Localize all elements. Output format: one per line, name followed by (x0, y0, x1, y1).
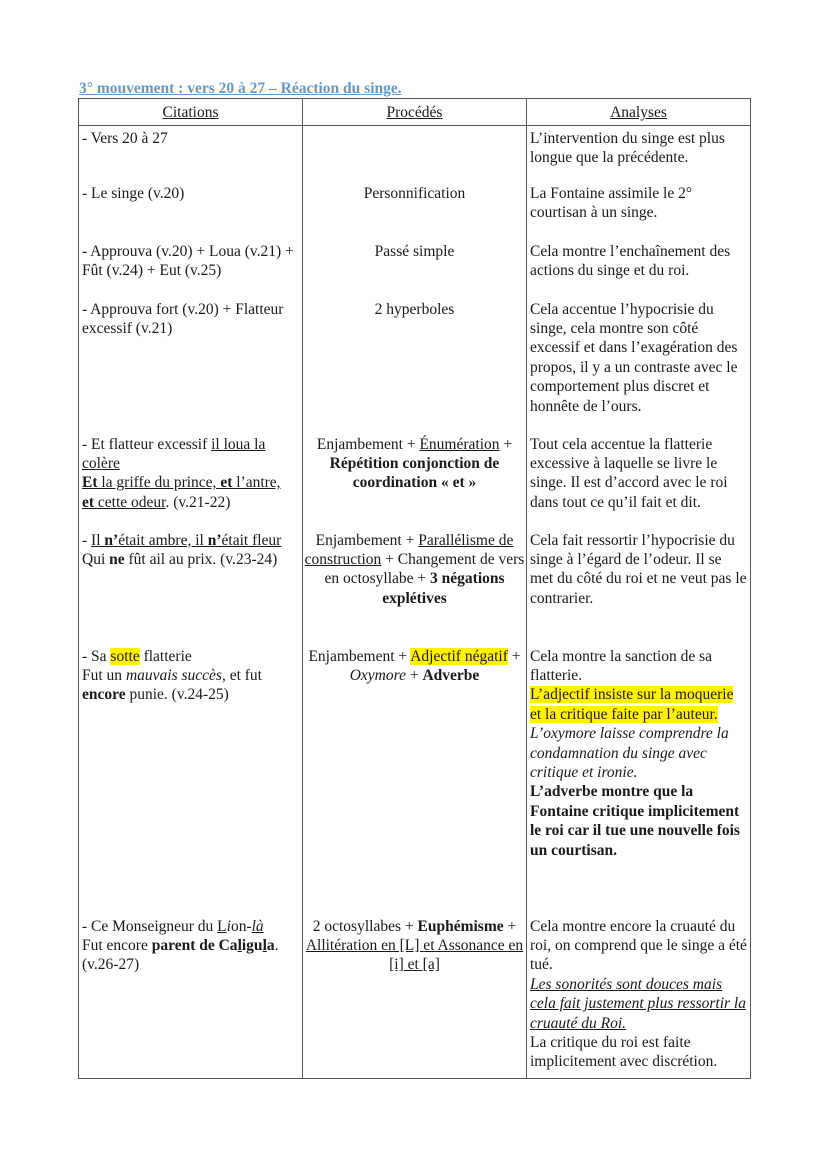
citation-bold: parent de Ca (151, 936, 238, 954)
cell-analyse: Cela montre l’enchaînement des actions du singe et du roi. (527, 242, 751, 300)
citation-bold: a (266, 936, 275, 954)
analyse-text: La critique du roi est faite implicitement avec discrétion. (530, 1033, 718, 1071)
table-row (79, 242, 751, 300)
procede-underlined: Énumération (419, 435, 500, 453)
citation-bold-underlined: l (237, 936, 242, 954)
citation-underlined: l’antre, (232, 474, 281, 492)
citation-bold-underlined: l (262, 936, 267, 954)
citation-bold: igu (241, 936, 263, 954)
cell-procede: Personnification (303, 184, 527, 242)
negation-ne: n’ (104, 531, 119, 549)
citation-text: - Sa (82, 647, 111, 665)
analyse-bold: L’adverbe montre que la Fontaine critique implicitement le roi car il tue une nouvelle fois un courtisan. (530, 783, 740, 859)
table-row (79, 435, 751, 531)
procede-bold: Répétition conjonction de coordination « et » (329, 454, 500, 492)
cell-citation (79, 917, 303, 1079)
citation-underlined: L (217, 917, 227, 935)
citation-underlined: était ambre, il (118, 531, 208, 549)
procede-text: + Changement de vers en octosyllabe + (324, 550, 525, 588)
cell-analyse (527, 917, 751, 1079)
procede-text: 2 octosyllabes + (312, 917, 418, 935)
cell-analyse: L’intervention du singe est plus longue que la précédente. (527, 126, 751, 184)
procede-underlined: Allitération en [L] et Assonance en [i] et [a] (305, 936, 524, 974)
cell-procede: 2 hyperboles (303, 300, 527, 435)
table-row (79, 531, 751, 647)
citation-text: - Ce Monseigneur du (82, 917, 218, 935)
citation-text: , et fut (221, 666, 262, 684)
cell-citation (79, 435, 303, 531)
analyse-text: Cela montre la sanction de sa flatterie. (530, 647, 713, 684)
citation-text: - Et flatteur excessif (82, 435, 212, 453)
analyse-italic-underlined: Les sonorités sont douces mais cela fait justement plus ressortir la cruauté du Roi. (530, 975, 746, 1032)
cell-citation: - Vers 20 à 27 (79, 126, 303, 184)
citation-text: flatterie (139, 647, 192, 665)
citation-italic: mauvais succès (125, 666, 222, 684)
cell-procede (303, 647, 527, 917)
citation-underlined: il loua la colère (82, 435, 266, 472)
cell-procede (303, 917, 527, 1079)
procede-bold: 3 négations explétives (382, 570, 505, 607)
analyse-highlighted: L’adjectif insiste sur la moquerie et la critique faite par l’auteur. (530, 686, 734, 723)
procede-bold: Euphémisme (417, 917, 504, 935)
cell-procede (303, 126, 527, 184)
cell-citation: - Approuva fort (v.20) + Flatteur excessif (v.21) (79, 300, 303, 435)
table-header-row (79, 99, 751, 126)
citation-text: Fut encore (82, 936, 152, 954)
table-row (79, 126, 751, 184)
cell-citation: - Le singe (v.20) (79, 184, 303, 242)
cell-analyse: Tout cela accentue la flatterie excessive à laquelle se livre le singe. Il est d’accord avec le roi dans tout ce qu’il fait et dit. (527, 435, 751, 531)
cell-citation: - Approuva (v.20) + Loua (v.21) + Fût (v.24) + Eut (v.25) (79, 242, 303, 300)
citation-underlined: là (251, 917, 264, 935)
procede-bold: Adverbe (422, 666, 480, 684)
negation-ne: ne (109, 550, 125, 568)
citation-underlined: la griffe du prince, (97, 474, 221, 492)
cell-procede (303, 531, 527, 647)
citation-text: . (v.21-22) (165, 493, 231, 511)
column-header-procedes: Procédés (303, 99, 527, 126)
column-header-analyses: Analyses (527, 99, 751, 126)
table-row (79, 647, 751, 917)
analysis-table (78, 98, 751, 1079)
citation-text: (v.26-27) (82, 956, 140, 974)
citation-text: . (274, 936, 279, 954)
citation-underlined: était fleur (221, 531, 282, 549)
procede-highlighted: Adjectif négatif (410, 647, 508, 665)
procede-text: + (405, 666, 423, 684)
cell-citation (79, 531, 303, 647)
cell-procede (303, 435, 527, 531)
procede-text: Enjambement + (316, 435, 420, 453)
citation-italic: i (226, 917, 231, 935)
citation-text: Fut un (82, 666, 126, 684)
conjunction-et: Et (82, 474, 98, 492)
citation-text: Qui (82, 550, 110, 568)
citation-text: on- (230, 917, 252, 935)
highlighted-word: sotte (110, 647, 140, 665)
table-row (79, 184, 751, 242)
cell-analyse: La Fontaine assimile le 2° courtisan à un singe. (527, 184, 751, 242)
citation-underlined: cette odeur (94, 493, 166, 511)
negation-ne: n’ (207, 531, 222, 549)
procede-text: + (503, 917, 517, 935)
analyse-italic: L’oxymore laisse comprendre la condamnation du singe avec critique et ironie. (530, 725, 729, 781)
cell-analyse: Cela accentue l’hypocrisie du singe, cela montre son côté excessif et dans l’exagération des propos, il y a un contraste avec le comportement plus discret et honnête de l’ours. (527, 300, 751, 435)
conjunction-et: et (82, 493, 95, 511)
procede-text: + (507, 647, 521, 665)
citation-text: punie. (v.24-25) (125, 686, 229, 704)
procede-italic: Oxymore (349, 666, 406, 684)
section-heading: 3° mouvement : vers 20 à 27 – Réaction du singe. (79, 80, 402, 97)
procede-text: Enjambement + (308, 647, 411, 665)
cell-analyse: Cela fait ressortir l’hypocrisie du singe à l’égard de l’odeur. Il se met du côté du roi et ne veut pas le contrarier. (527, 531, 751, 647)
cell-procede: Passé simple (303, 242, 527, 300)
citation-text: fût ail au prix. (v.23-24) (124, 550, 278, 568)
procede-text: + (499, 435, 513, 453)
cell-citation (79, 647, 303, 917)
citation-bold: encore (82, 686, 126, 704)
table-row (79, 300, 751, 435)
citation-underlined: Il (91, 531, 105, 549)
procede-text: Enjambement + (315, 531, 419, 549)
citation-text: - (82, 531, 92, 549)
analyse-text: Cela montre encore la cruauté du roi, on comprend que le singe a été tué. (530, 917, 747, 974)
conjunction-et: et (220, 474, 233, 492)
procede-underlined: Parallélisme de construction (304, 531, 514, 568)
column-header-citations: Citations (79, 99, 303, 126)
cell-analyse (527, 647, 751, 917)
table-row (79, 917, 751, 1079)
